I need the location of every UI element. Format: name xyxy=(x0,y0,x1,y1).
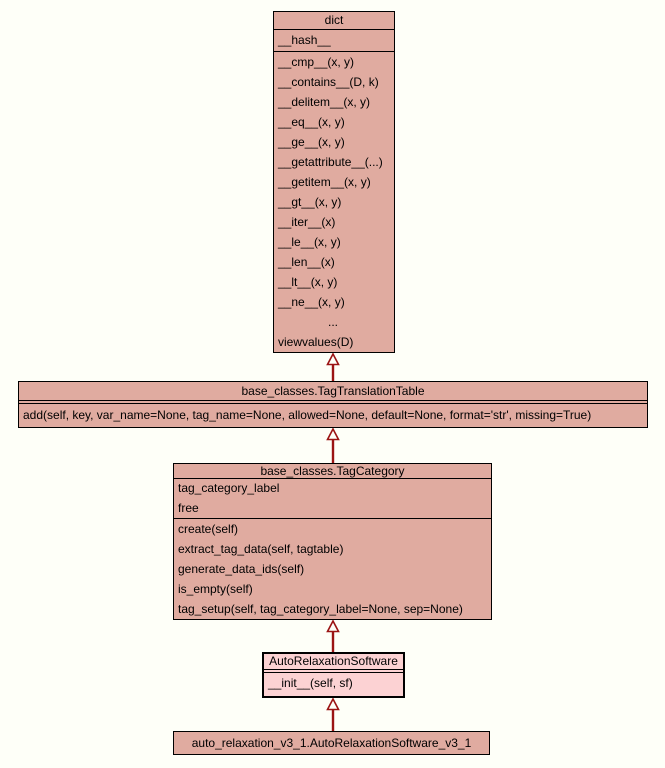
class-title: base_classes.TagTranslationTable xyxy=(241,384,425,398)
method-row: __delitem__(x, y) xyxy=(278,95,371,109)
method-row: __eq__(x, y) xyxy=(278,115,345,129)
class-attributes-section xyxy=(274,29,394,51)
method-row: generate_data_ids(self) xyxy=(178,562,305,576)
method-row: __le__(x, y) xyxy=(278,235,341,249)
class-title: base_classes.TagCategory xyxy=(260,464,405,478)
method-row: __lt__(x, y) xyxy=(278,275,338,289)
method-row: add(self, key, var_name=None, tag_name=None, allowed=None, default=None, format='str', missing=True) xyxy=(23,408,592,422)
inheritance-arrow xyxy=(326,428,340,463)
inheritance-arrow xyxy=(326,698,340,731)
method-row: __contains__(D, k) xyxy=(278,75,379,89)
class-box-tag-translation-table[interactable] xyxy=(18,381,648,428)
class-box-auto-relaxation-software-v3-1[interactable] xyxy=(173,731,490,755)
attribute-row: free xyxy=(178,500,199,515)
method-row: create(self) xyxy=(178,522,239,536)
class-box-dict[interactable] xyxy=(273,11,395,353)
inheritance-arrow xyxy=(326,620,340,652)
method-row: __iter__(x) xyxy=(278,215,336,229)
inheritance-arrow xyxy=(326,353,340,381)
method-row: __gt__(x, y) xyxy=(278,195,342,209)
method-row: extract_tag_data(self, tagtable) xyxy=(178,542,344,556)
method-row: tag_setup(self, tag_category_label=None, sep=None) xyxy=(178,602,463,616)
class-box-auto-relaxation-software[interactable] xyxy=(262,652,405,698)
class-methods-section xyxy=(264,672,403,694)
method-row: __ge__(x, y) xyxy=(278,135,345,149)
class-box-tag-category[interactable] xyxy=(173,463,492,620)
method-row: __cmp__(x, y) xyxy=(278,55,355,69)
method-row: __len__(x) xyxy=(278,255,335,269)
attribute-row: __hash__ xyxy=(278,33,331,47)
method-row: viewvalues(D) xyxy=(278,335,354,349)
class-title: auto_relaxation_v3_1.AutoRelaxationSoftware_v3_1 xyxy=(191,736,472,750)
class-methods-section xyxy=(274,51,394,352)
method-row: is_empty(self) xyxy=(178,582,253,596)
class-methods-section xyxy=(19,403,647,426)
class-title: AutoRelaxationSoftware xyxy=(269,654,398,668)
attribute-row: tag_category_label xyxy=(178,481,280,495)
class-attributes-section xyxy=(174,478,491,518)
method-row: __ne__(x, y) xyxy=(278,295,345,309)
method-row: __init__(self, sf) xyxy=(268,676,353,690)
method-row: __getattribute__(...) xyxy=(278,155,383,169)
class-methods-section xyxy=(174,518,491,619)
method-row: ... xyxy=(327,315,338,329)
method-row: __getitem__(x, y) xyxy=(278,175,371,189)
class-title: dict xyxy=(324,13,344,27)
